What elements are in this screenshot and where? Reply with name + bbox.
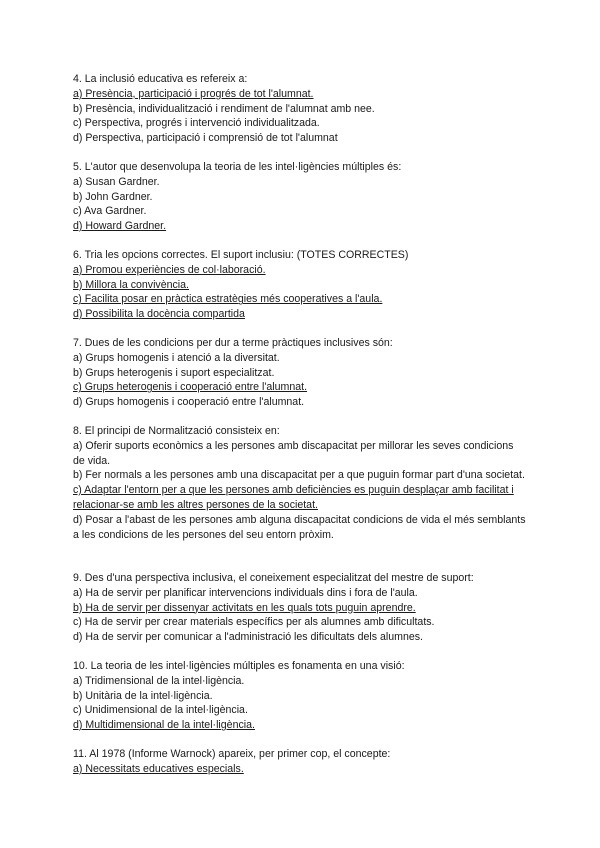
option-a: a) Grups homogenis i atenció a la diversitat. bbox=[73, 351, 280, 364]
option-d-correct: d) Howard Gardner. bbox=[73, 220, 167, 233]
option-a: a) Susan Gardner. bbox=[73, 175, 160, 188]
option-b-correct: b) Ha de servir per dissenyar activitats en les quals tots puguin aprendre. bbox=[73, 601, 416, 614]
option-d: d) Posar a l'abast de les persones amb alguna discapacitat condicions de vida el més semblants a les condicions de les persones del seu entorn pròxim. bbox=[73, 513, 526, 541]
option-c: c) Ha de servir per crear materials específics per als alumnes amb dificultats. bbox=[73, 616, 435, 629]
question-8 bbox=[73, 424, 528, 542]
option-a-correct: a) Promou experiències de col·laboració. bbox=[73, 263, 266, 276]
option-b: b) Grups heterogenis i suport especialitzat. bbox=[73, 366, 275, 379]
option-c: c) Perspectiva, progrés i intervenció individualitzada. bbox=[73, 117, 320, 130]
option-a: a) Ha de servir per planificar intervencions individuals dins i fora de l'aula. bbox=[73, 586, 418, 599]
option-c-correct: c) Grups heterogenis i cooperació entre l'alumnat. bbox=[73, 381, 308, 394]
option-a-correct: a) Necessitats educatives especials. bbox=[73, 762, 244, 775]
option-d: d) Grups homogenis i cooperació entre l'alumnat. bbox=[73, 396, 305, 409]
question-text: 7. Dues de les condicions per dur a terme pràctiques inclusives són: bbox=[73, 337, 393, 349]
question-9 bbox=[73, 571, 528, 645]
question-5 bbox=[73, 160, 528, 234]
question-text: 5. L'autor que desenvolupa la teoria de les intel·ligències múltiples és: bbox=[73, 161, 402, 173]
option-b: b) Unitària de la intel·ligència. bbox=[73, 689, 213, 702]
option-c: c) Ava Gardner. bbox=[73, 205, 147, 218]
option-d: d) Perspectiva, participació i comprensió de tot l'alumnat bbox=[73, 132, 338, 145]
question-text: 10. La teoria de les intel·ligències múltiples es fonamenta en una visió: bbox=[73, 660, 405, 672]
option-b: b) Presència, individualització i rendiment de l'alumnat amb nee. bbox=[73, 102, 375, 115]
question-text: 6. Tria les opcions correctes. El suport inclusiu: (TOTES CORRECTES) bbox=[73, 249, 409, 261]
option-b: b) John Gardner. bbox=[73, 190, 153, 203]
option-d-correct: d) Possibilita la docència compartida bbox=[73, 308, 245, 321]
option-c: c) Unidimensional de la intel·ligència. bbox=[73, 704, 248, 717]
option-d-correct: d) Multidimensional de la intel·ligència. bbox=[73, 719, 255, 732]
question-text: 4. La inclusió educativa es refereix a: bbox=[73, 73, 248, 85]
option-c-correct: c) Facilita posar en pràctica estratègies més cooperatives a l'aula. bbox=[73, 293, 383, 306]
question-11 bbox=[73, 747, 528, 777]
option-a: a) Tridimensional de la intel·ligència. bbox=[73, 674, 245, 687]
option-c-correct: c) Adaptar l'entorn per a que les persones amb deficiències es puguin desplaçar amb facilitat i relacionar-se amb les altres persones de la societat. bbox=[73, 484, 514, 511]
option-d: d) Ha de servir per comunicar a l'administració les dificultats dels alumnes. bbox=[73, 631, 423, 644]
option-a-correct: a) Presència, participació i progrés de tot l'alumnat. bbox=[73, 87, 314, 100]
option-a: a) Oferir suports econòmics a les persones amb discapacitat per millorar les seves condicions de vida. bbox=[73, 439, 514, 467]
question-4 bbox=[73, 72, 528, 146]
question-7 bbox=[73, 336, 528, 410]
question-text: 11. Al 1978 (Informe Warnock) apareix, per primer cop, el concepte: bbox=[73, 748, 391, 760]
option-b-correct: b) Millora la convivència. bbox=[73, 278, 189, 291]
option-b: b) Fer normals a les persones amb una discapacitat per a que puguin formar part d'una societat. bbox=[73, 469, 525, 482]
question-text: 9. Des d'una perspectiva inclusiva, el coneixement especialitzat del mestre de suport: bbox=[73, 572, 474, 584]
question-10 bbox=[73, 659, 528, 733]
question-text: 8. El principi de Normalització consisteix en: bbox=[73, 425, 280, 437]
question-6 bbox=[73, 248, 528, 322]
